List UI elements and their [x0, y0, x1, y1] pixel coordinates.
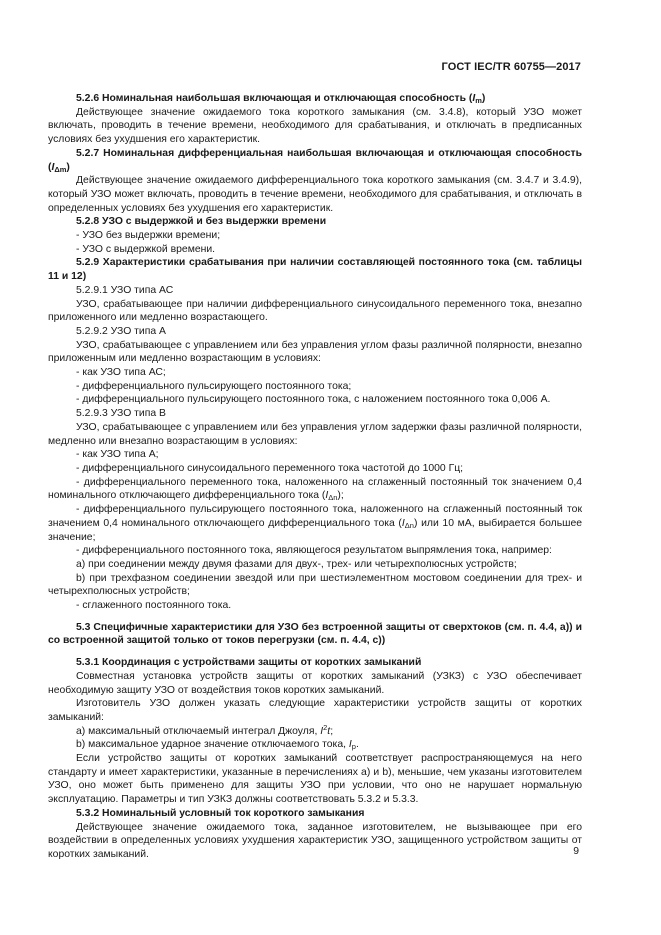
section-5-2-9-2-text: УЗО, срабатывающее с управлением или без управления углом фазы различной полярности, внезапно приложенным или медленно возрастающим в условиях: — [48, 339, 582, 365]
section-5-3-2-heading: 5.3.2 Номинальный условный ток короткого замыкания — [76, 807, 365, 819]
list-item: - как УЗО типа А; — [76, 449, 159, 461]
spacer — [48, 613, 582, 621]
list-subitem: b) при трехфазном соединении звездой или при шестиэлементном мостовом соединении для трех- и четырехполюсных устройств; — [48, 572, 582, 598]
section-5-2-7-text: Действующее значение ожидаемого дифференциального тока короткого замыкания (см. 3.4.7 и 3.4.9), который УЗО может включать, проводить в течение времени, необходимого для срабатывания, и отключать в определенных условиях без ухудшения его характеристик. — [48, 175, 582, 214]
list-item: а) максимальный отключаемый интеграл Джоуля, $I^2t$; — [76, 722, 334, 737]
list-item: - дифференциального пульсирующего постоянного тока, с наложением постоянного тока 0,006 А. — [76, 394, 551, 406]
section-5-3-1-text: Совместная установка устройств защиты от коротких замыканий (УЗКЗ) с УЗО обеспечивает необходимую защиту УЗО от воздействия токов коротких замыканий. — [48, 670, 582, 696]
list-item: b) максимальное ударное значение отключаемого тока, $I_p$. — [76, 739, 359, 752]
document-body — [48, 92, 582, 862]
section-5-3-2-text: Действующее значение ожидаемого тока, заданное изготовителем, не вызывающее при его воздействии в определенных условиях ухудшения характеристик УЗО, защищенного устройством защиты от коротких замыканий. — [48, 821, 582, 860]
section-5-2-9-2-heading: 5.2.9.2 УЗО типа А — [76, 325, 166, 337]
list-item: - УЗО с выдержкой времени. — [76, 243, 216, 255]
section-5-3-1-text: Если устройство защиты от коротких замыканий соответствует распространяющемуся на него стандарту и имеет характеристики, указанные в перечислениях а) и b), меньшие, чем указаны изготовителем УЗО, оно может быть применено для защиты УЗО при условии, что оно не нарушает нормальную эксплуатацию. Параметры и тип УЗКЗ должны соответствовать 5.3.2 и 5.3.3. — [48, 753, 582, 806]
list-item: - дифференциального пульсирующего постоянного тока; — [76, 380, 352, 392]
section-5-2-8-heading: 5.2.8 УЗО с выдержкой и без выдержки времени — [76, 216, 327, 228]
list-item: - дифференциального синусоидального переменного тока частотой до 1000 Гц; — [76, 462, 464, 474]
section-5-2-6-heading: 5.2.6 Номинальная наибольшая включающая и отключающая способность $(I_m)$ — [76, 93, 486, 105]
list-item: - сглаженного постоянного тока. — [76, 600, 232, 612]
list-item: - дифференциального переменного тока, наложенного на сглаженный постоянный ток значением 0,4 номинального отключающего дифференциального тока $(I_{\Delta n})$; — [48, 476, 582, 503]
list-subitem: а) при соединении между двумя фазами для двух-, трех- или четырехполюсных устройств; — [76, 558, 517, 570]
list-item: - дифференциального постоянного тока, являющегося результатом выпрямления тока, например: — [76, 545, 552, 557]
page-number: 9 — [573, 846, 579, 857]
section-5-2-6-text: Действующее значение ожидаемого тока короткого замыкания (см. 3.4.8), который УЗО может включать, проводить в течение времени, необходимого для срабатывания, и отключать в предписанных условиях без ухудшения его характеристик. — [48, 106, 582, 146]
section-5-2-9-3-text: УЗО, срабатывающее с управлением или без управления углом задержки фазы различной полярности, медленно или внезапно возрастающим в условиях: — [48, 421, 582, 447]
section-5-2-9-3-heading: 5.2.9.3 УЗО типа В — [76, 408, 166, 420]
standard-header: ГОСТ IEC/TR 60755—2017 — [441, 61, 581, 73]
section-5-3-heading: 5.3 Специфичные характеристики для УЗО без встроенной защиты от сверхтоков (см. п. 4.4, а)) и со встроенной защитой только от токов перегрузки (см. п. 4.4, с)) — [48, 621, 582, 647]
section-5-2-9-1-text: УЗО, срабатывающее при наличии дифференциального синусоидального переменного тока, внезапно приложенного или медленно возрастающего. — [48, 298, 582, 324]
spacer — [48, 648, 582, 656]
section-5-2-9-1-heading: 5.2.9.1 УЗО типа АС — [76, 284, 174, 296]
section-5-3-1-heading: 5.3.1 Координация с устройствами защиты от коротких замыканий — [76, 657, 422, 669]
list-item: - УЗО без выдержки времени; — [76, 230, 221, 242]
section-5-2-7-heading: 5.2.7 Номинальная дифференциальная наибольшая включающая и отключающая способность $(I_{\Delta m})$ — [48, 147, 582, 174]
list-item: - как УЗО типа АС; — [76, 367, 166, 379]
section-5-2-9-heading: 5.2.9 Характеристики срабатывания при наличии составляющей постоянного тока (см. таблицы 11 и 12) — [48, 257, 582, 283]
section-5-3-1-text: Изготовитель УЗО должен указать следующие характеристики устройств защиты от коротких замыканий: — [48, 698, 582, 723]
list-item: - дифференциального пульсирующего постоянного тока, наложенного на сглаженный постоянный ток значением 0,4 номинального отключающего дифференциального тока $(I_{\Delta n})$ или 10 мА, выбирается большее значение; — [48, 504, 582, 543]
